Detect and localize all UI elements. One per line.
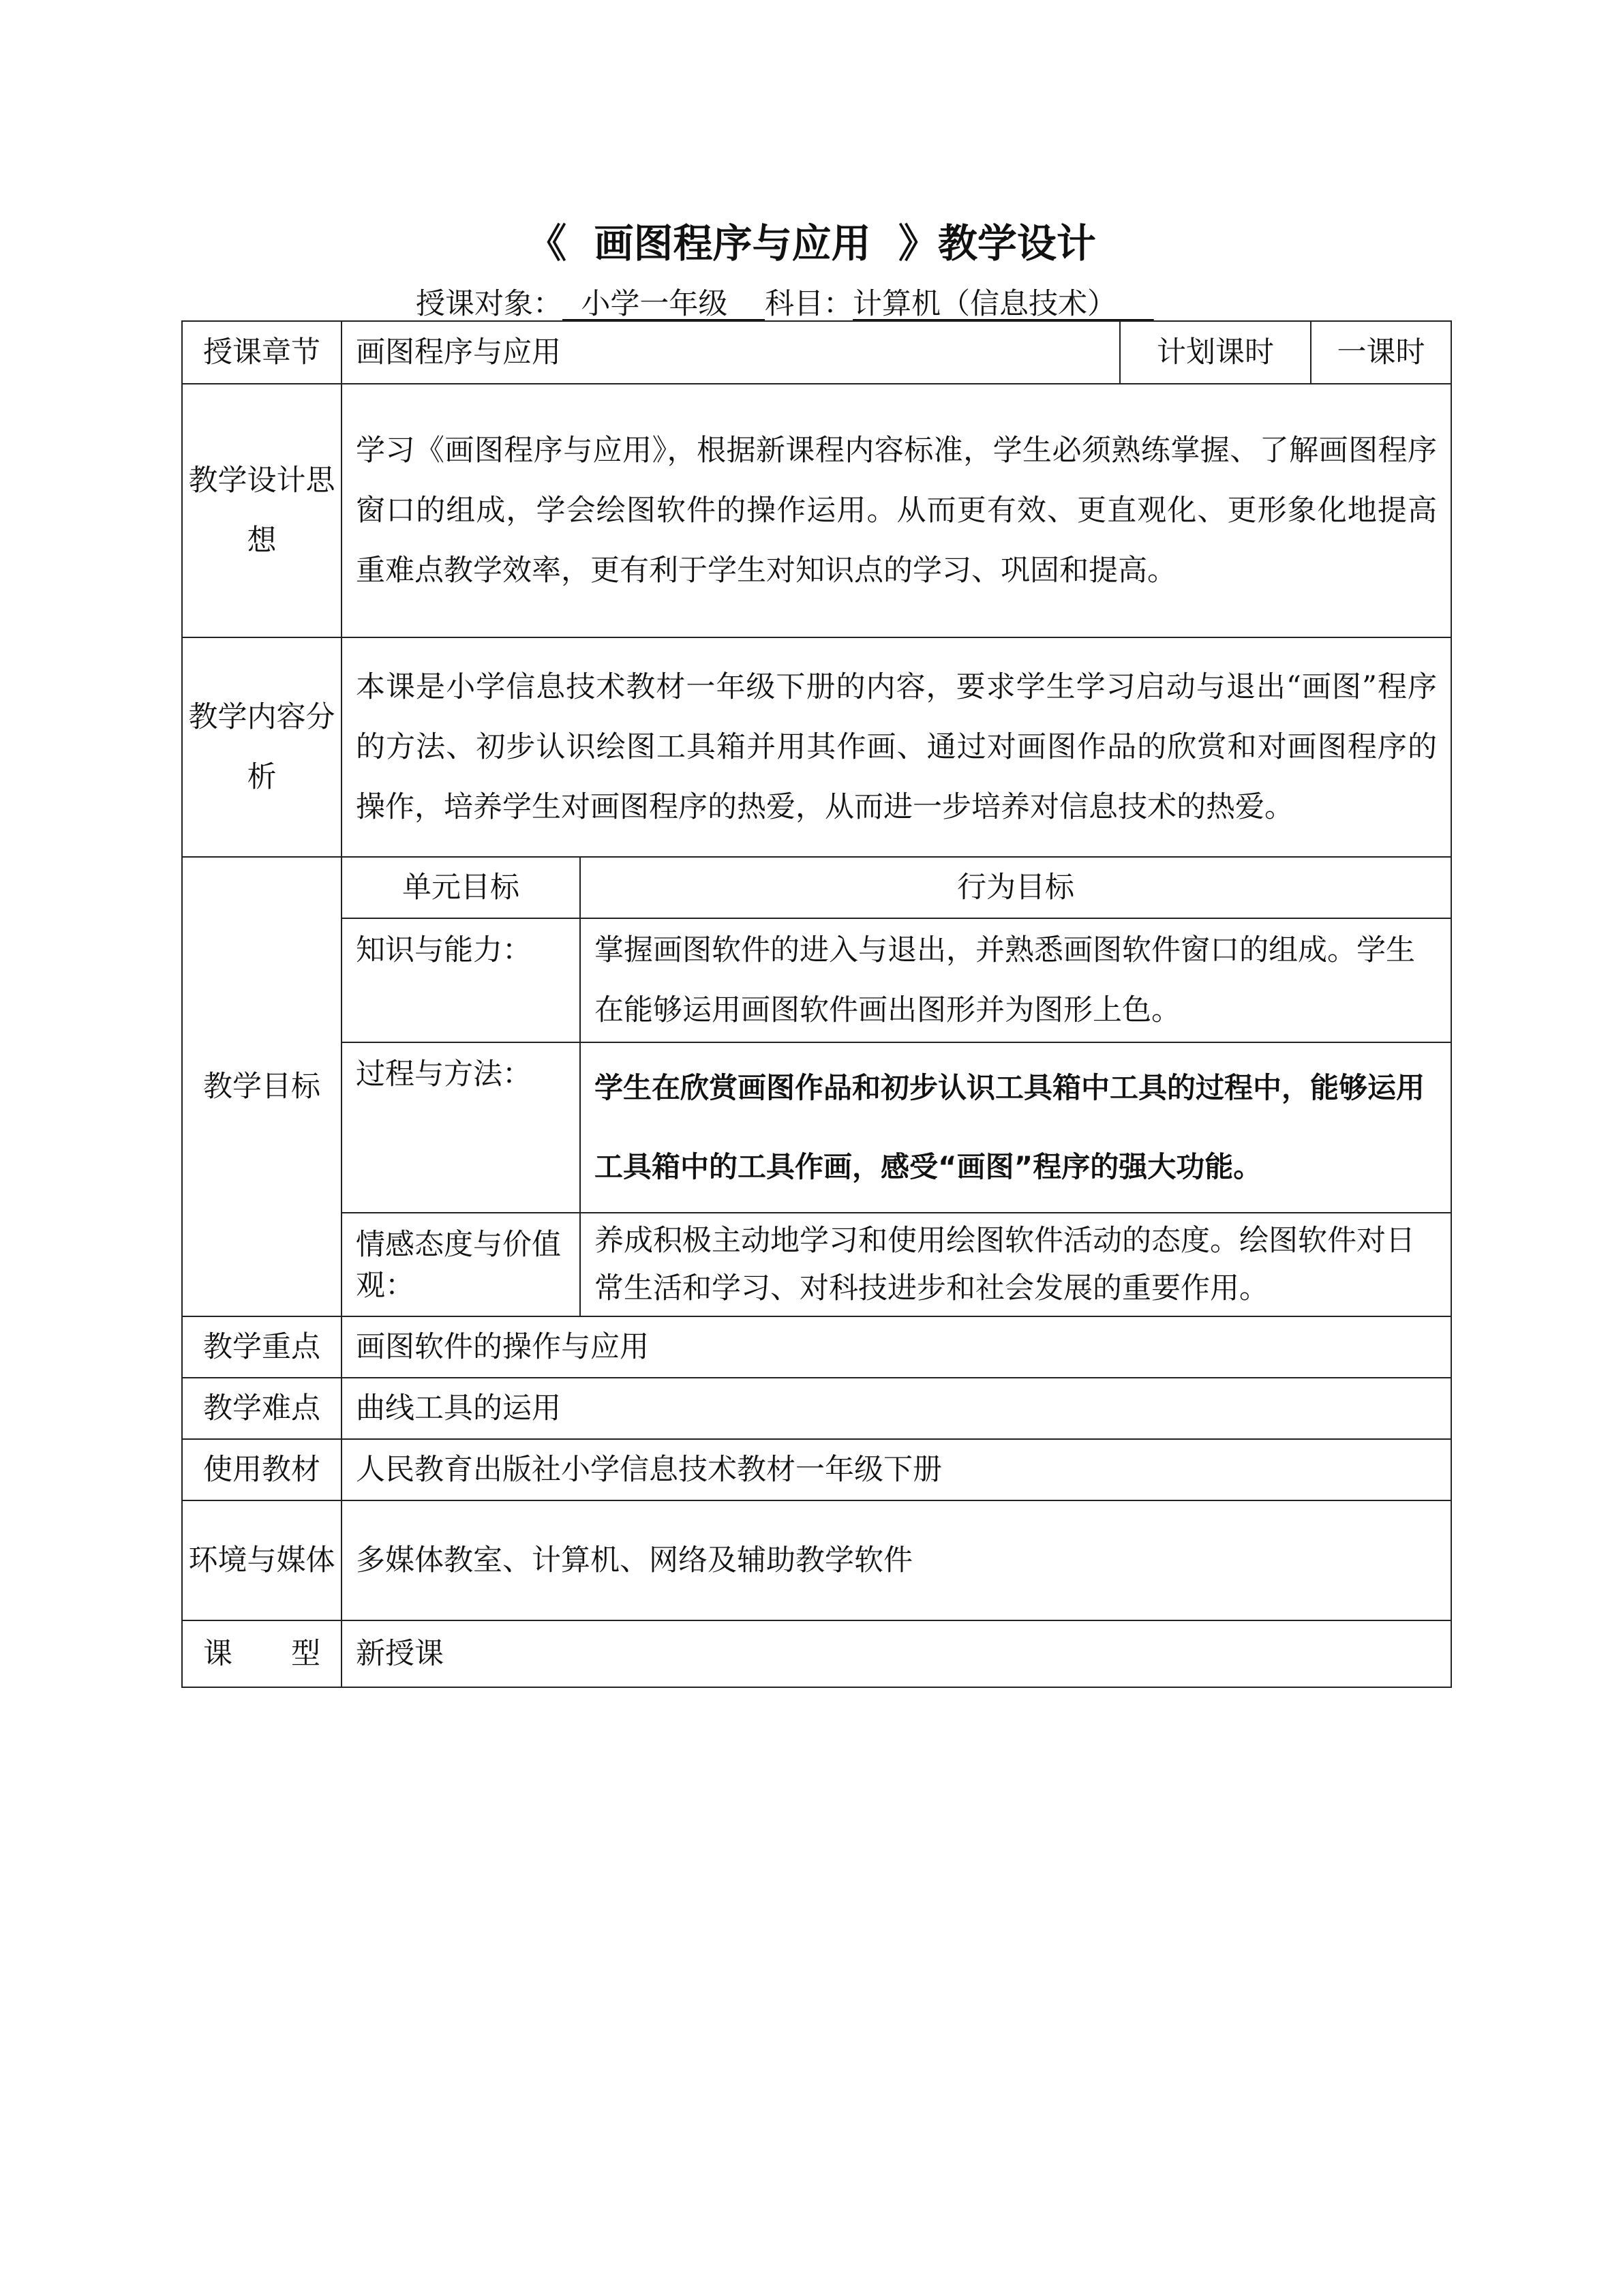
objective-behavior-attitude: 养成积极主动地学习和使用绘图软件活动的态度。绘图软件对日常生活和学习、对科技进步和社会发展的重要作用。 [580,1213,1451,1316]
content-analysis-label: 教学内容分析 [182,637,342,857]
row-chapter [182,321,1451,384]
row-content-analysis [182,637,1451,857]
objective-row-knowledge [182,918,1451,1042]
lesson-type-label-b: 型 [291,1637,320,1671]
row-textbook [182,1439,1451,1500]
row-environment [182,1500,1451,1620]
key-point-label: 教学重点 [182,1316,342,1378]
chapter-value: 画图程序与应用 [342,321,1120,384]
environment-value: 多媒体教室、计算机、网络及辅助教学软件 [342,1500,1451,1620]
chapter-label: 授课章节 [182,321,342,384]
objectives-col-unit: 单元目标 [342,857,580,918]
objective-row-process [182,1042,1451,1213]
objective-behavior-process: 学生在欣赏画图作品和初步认识工具箱中工具的过程中，能够运用工具箱中的工具作画，感受“画图”程序的强大功能。 [580,1042,1451,1213]
textbook-value: 人民教育出版社小学信息技术教材一年级下册 [342,1439,1451,1500]
lesson-type-label [182,1620,342,1687]
audience-value: 小学一年级 [562,287,765,321]
lesson-plan-table [181,320,1452,1688]
document-title: 《 画图程序与应用 》教学设计 [527,220,1096,267]
objective-unit-attitude: 情感态度与价值观： [342,1213,580,1316]
hours-label: 计划课时 [1120,321,1311,384]
row-difficulty [182,1378,1451,1439]
objective-row-attitude [182,1213,1451,1316]
environment-label: 环境与媒体 [182,1500,342,1620]
audience-label: 授课对象： [416,287,562,321]
row-objectives-header [182,857,1451,918]
textbook-label: 使用教材 [182,1439,342,1500]
subject-value: 计算机（信息技术） [853,287,1154,321]
hours-value: 一课时 [1311,321,1451,384]
objectives-label: 教学目标 [182,857,342,1316]
subtitle-line [416,281,1438,322]
design-idea-text: 学习《画图程序与应用》，根据新课程内容标准，学生必须熟练掌握、了解画图程序窗口的组成，学会绘图软件的操作运用。从而更有效、更直观化、更形象化地提高重难点教学效率，更有利于学生对知识点的学习、巩固和提高。 [342,384,1451,637]
objectives-col-behavior: 行为目标 [580,857,1451,918]
row-key-point [182,1316,1451,1378]
content-analysis-text: 本课是小学信息技术教材一年级下册的内容，要求学生学习启动与退出“画图”程序的方法、初步认识绘图工具箱并用其作画、通过对画图作品的欣赏和对画图程序的操作，培养学生对画图程序的热爱，从而进一步培养对信息技术的热爱。 [342,637,1451,857]
lesson-type-label-a: 课 [203,1637,232,1671]
objective-unit-knowledge: 知识与能力： [342,918,580,1042]
lesson-type-value: 新授课 [342,1620,1451,1687]
difficulty-value: 曲线工具的运用 [342,1378,1451,1439]
row-design-idea [182,384,1451,637]
difficulty-label: 教学难点 [182,1378,342,1439]
design-idea-label: 教学设计思想 [182,384,342,637]
subject-label: 科目： [765,287,853,321]
objective-unit-process: 过程与方法： [342,1042,580,1213]
objective-behavior-knowledge: 掌握画图软件的进入与退出，并熟悉画图软件窗口的组成。学生在能够运用画图软件画出图形并为图形上色。 [580,918,1451,1042]
key-point-value: 画图软件的操作与应用 [342,1316,1451,1378]
row-lesson-type [182,1620,1451,1687]
